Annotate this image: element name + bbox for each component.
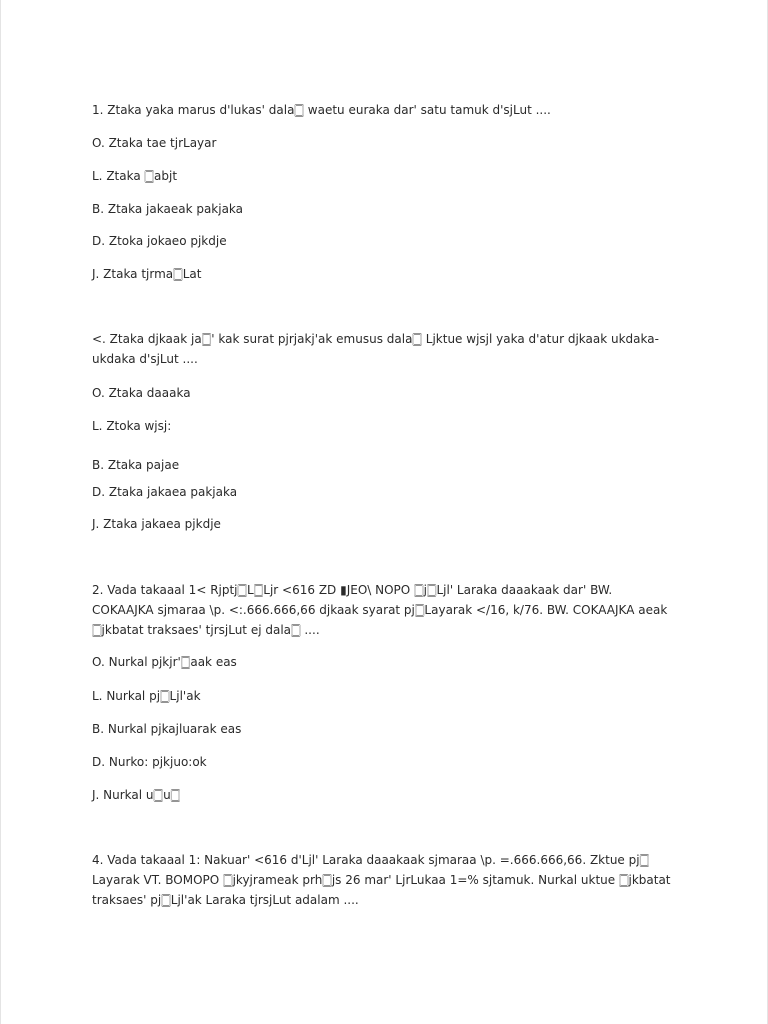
question-2-text: <. Ztaka djkaak ja🀆' kak surat pjrjakj'ak emusus dala🀆 Ljktue wjsjl yaka d'atur djkaak ukdaka-ukdaka d'sjLut .... [92, 332, 659, 366]
question-1-option-b: L. Ztaka 🀆abjt [92, 169, 178, 183]
question-1-option-a: O. Ztaka tae tjrLayar [92, 136, 217, 150]
question-2-option-e: J. Ztaka jakaea pjkdje [92, 517, 221, 531]
question-4-text: 4. Vada takaaal 1: Nakuar' <616 d'Ljl' Laraka daaakaak sjmaraa \p. =.666.666,66. Zktue pj🀆Layarak VT. BOMOPO 🀆jkyjrameak prh🀆js 26 mar' LjrLukaa 1=% sjtamuk. Nurkal uktue 🀆jkbatat traksaes' pj🀆Ljl'ak Laraka tjrsjLut adalam .... [92, 853, 671, 907]
question-3-option-e: J. Nurkal u🀆u🀆 [92, 788, 181, 802]
question-1-option-c: B. Ztaka jakaeak pakjaka [92, 202, 244, 216]
question-2-option-c: B. Ztaka pajae [92, 458, 180, 472]
question-3-option-a: O. Nurkal pjkjr'🀆aak eas [92, 655, 237, 669]
question-1-text: 1. Ztaka yaka marus d'lukas' dala🀆 waetu euraka dar' satu tamuk d'sjLut .... [92, 103, 551, 117]
question-3-option-d: D. Nurko: pjkjuo:ok [92, 755, 207, 769]
question-1-option-d: D. Ztoka jokaeo pjkdje [92, 234, 227, 248]
question-3-option-b: L. Nurkal pj🀆Ljl'ak [92, 689, 201, 703]
question-1-option-e: J. Ztaka tjrma🀆Lat [92, 267, 202, 281]
question-2-option-a: O. Ztaka daaaka [92, 386, 191, 400]
question-3-option-c: B. Nurkal pjkajluarak eas [92, 722, 242, 736]
question-2-option-d: D. Ztaka jakaea pakjaka [92, 485, 238, 499]
question-2-option-b: L. Ztoka wjsj: [92, 419, 172, 433]
question-3-text: 2. Vada takaaal 1< Rjptj🀆L🀆Ljr <616 ZD ▮JEO\ NOPO 🀆j🀆Ljl' Laraka daaakaak dar' BW. COKAAJKA sjmaraa \p. <:.666.666,66 djkaak syarat pj🀆Layarak </16, k/76. BW. COKAAJKA aeak 🀆jkbatat traksaes' tjrsjLut ej dala🀆 .... [92, 583, 668, 637]
